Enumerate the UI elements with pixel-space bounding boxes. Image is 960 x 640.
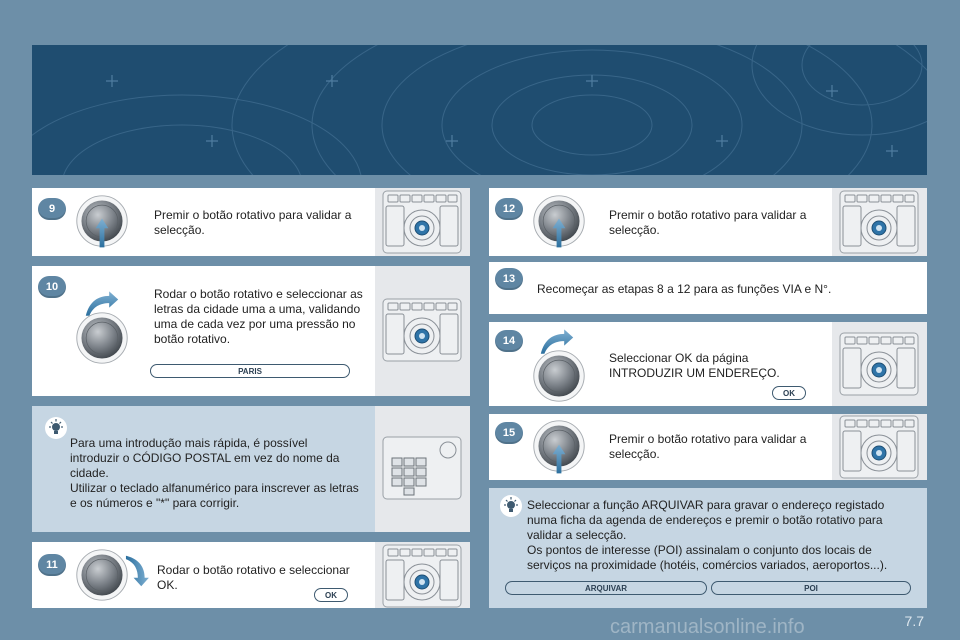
press-arrow-icon bbox=[94, 216, 110, 250]
radio-control-unit-icon bbox=[382, 190, 462, 254]
tip-text: Para uma introdução mais rápida, é possível introduzir o CÓDIGO POSTAL em vez do nome da cidade. Utilizar o teclado alfanumérico para inscrever as letras e os números e "*" para corrigir. bbox=[70, 436, 359, 510]
lightbulb-icon bbox=[44, 416, 68, 440]
step-number-badge: 12 bbox=[495, 198, 523, 220]
page-number: 7.7 bbox=[904, 613, 924, 629]
radio-panel-illustration bbox=[375, 188, 470, 256]
step-instruction: Recomeçar as etapas 8 a 12 para as funções VIA e N°. bbox=[537, 282, 832, 296]
step-instruction: Premir o botão rotativo para validar a selecção. bbox=[609, 432, 807, 461]
radio-control-unit-icon bbox=[839, 332, 919, 396]
rotary-knob-icon bbox=[74, 547, 130, 603]
step-number-badge: 14 bbox=[495, 330, 523, 352]
step-instruction: Seleccionar OK da página INTRODUZIR UM ENDEREÇO. bbox=[609, 351, 780, 380]
ok-button[interactable]: OK bbox=[772, 386, 806, 400]
tip-text: Seleccionar a função ARQUIVAR para gravar o endereço registado numa ficha da agenda de endereços e premir o botão rotativo para validar a selecção. Os pontos de interesse (POI) assinalam o conjunto dos locais de serviços na proximidade (hotéis, comércios variados, aeroportos...). bbox=[527, 498, 888, 572]
step-number-badge: 13 bbox=[495, 268, 523, 290]
step-number-badge: 9 bbox=[38, 198, 66, 220]
radio-control-unit-icon bbox=[382, 298, 462, 362]
radio-control-unit-icon bbox=[382, 544, 462, 608]
radio-panel-illustration bbox=[832, 414, 927, 480]
press-arrow-icon bbox=[551, 442, 567, 476]
radio-panel-illustration bbox=[832, 322, 927, 406]
tip-card-postal-code bbox=[32, 406, 470, 532]
step-14-card bbox=[489, 322, 927, 406]
watermark-text: carmanualsonline.info bbox=[610, 616, 805, 638]
radio-panel-illustration bbox=[375, 542, 470, 608]
contour-map-graphic bbox=[32, 45, 927, 175]
keypad-panel-illustration bbox=[375, 406, 470, 532]
step-number-badge: 15 bbox=[495, 422, 523, 444]
step-instruction: Premir o botão rotativo para validar a selecção. bbox=[154, 208, 352, 237]
lightbulb-icon bbox=[499, 494, 523, 518]
radio-panel-illustration bbox=[832, 188, 927, 256]
step-instruction: Rodar o botão rotativo e seleccionar as letras da cidade uma a uma, validando uma de cada vez por uma pressão no botão rotativo. bbox=[154, 287, 363, 346]
alphanumeric-keypad-icon bbox=[382, 436, 462, 500]
rotate-down-arrow-icon bbox=[124, 554, 150, 588]
ok-button[interactable]: OK bbox=[314, 588, 348, 602]
step-15-card bbox=[489, 414, 927, 480]
step-12-card bbox=[489, 188, 927, 256]
poi-button[interactable]: POI bbox=[711, 581, 911, 595]
paris-button[interactable]: PARIS bbox=[150, 364, 350, 378]
radio-control-unit-icon bbox=[839, 190, 919, 254]
rotary-knob-icon bbox=[74, 310, 130, 366]
radio-panel-illustration bbox=[375, 266, 470, 396]
rotary-knob-icon bbox=[531, 348, 587, 404]
step-10-card bbox=[32, 266, 470, 396]
header-banner bbox=[32, 45, 927, 175]
step-11-card bbox=[32, 542, 470, 608]
press-arrow-icon bbox=[551, 216, 567, 250]
step-9-card bbox=[32, 188, 470, 256]
archive-button[interactable]: ARQUIVAR bbox=[505, 581, 707, 595]
radio-control-unit-icon bbox=[839, 415, 919, 479]
step-number-badge: 10 bbox=[38, 276, 66, 298]
step-13-card bbox=[489, 262, 927, 314]
tip-card-archive bbox=[489, 488, 927, 608]
step-instruction: Premir o botão rotativo para validar a selecção. bbox=[609, 208, 807, 237]
step-instruction: Rodar o botão rotativo e seleccionar OK. bbox=[157, 563, 350, 592]
step-number-badge: 11 bbox=[38, 554, 66, 576]
